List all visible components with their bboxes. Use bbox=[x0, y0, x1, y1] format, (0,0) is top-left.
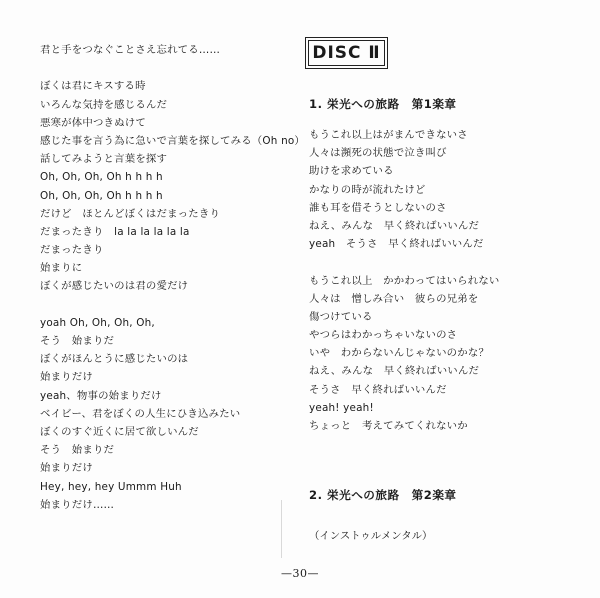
lyric-line: yoah Oh, Oh, Oh, Oh, bbox=[40, 316, 155, 329]
lyric-line: ねえ、みんな 早く終ればいいんだ bbox=[309, 219, 480, 232]
disc-label-box bbox=[305, 37, 388, 69]
lyric-line: ぼくは君にキスする時 bbox=[40, 80, 146, 93]
lyric-line: Oh, Oh, Oh, Oh h h h h bbox=[40, 171, 163, 184]
left-lyrics-column bbox=[40, 41, 306, 514]
lyric-line: 誰も耳を借そうとしないのさ bbox=[309, 201, 447, 214]
lyric-line: だまったきり bbox=[40, 244, 104, 257]
right-lyrics-column bbox=[309, 126, 559, 435]
lyric-line: ねえ、みんな 早く終ればいいんだ bbox=[309, 365, 480, 378]
lyric-line: yeah! yeah! bbox=[309, 401, 374, 414]
lyric-line: だまったきり la la la la la la bbox=[40, 225, 190, 238]
lyric-line: 話してみようと言葉を探す bbox=[40, 153, 168, 166]
lyric-line: Oh, Oh, Oh, Oh h h h h bbox=[40, 189, 163, 202]
lyric-line: yeah そうさ 早く終ればいいんだ bbox=[309, 238, 484, 251]
lyric-line: 始まりだけ bbox=[40, 371, 93, 384]
lyrics-block-track1-verse1 bbox=[309, 126, 559, 253]
lyric-line: 助けを求めている bbox=[309, 165, 394, 178]
lyric-line: 感じた事を言う為に急いで言葉を探してみる（Oh no） bbox=[40, 134, 306, 147]
lyrics-block-verse bbox=[40, 77, 306, 295]
lyric-line: 人々は 憎しみ合い 彼らの兄弟を bbox=[309, 292, 479, 305]
column-divider bbox=[281, 500, 282, 558]
lyric-line: 人々は瀕死の状態で泣き叫び bbox=[309, 147, 447, 160]
lyric-line: そうさ 早く終ればいいんだ bbox=[309, 383, 447, 396]
lyric-line: 始まりだけ bbox=[40, 462, 93, 475]
lyric-line: 始まりに bbox=[40, 262, 83, 275]
lyric-line: やつらはわかっちゃいないのさ bbox=[309, 329, 458, 342]
instrumental-note: （インストゥルメンタル） bbox=[309, 530, 433, 542]
lyric-line: ぼくのすぐ近くに居て欲しいんだ bbox=[40, 425, 199, 438]
lyric-line: 君と手をつなぐことさえ忘れてる…… bbox=[40, 44, 221, 56]
lyric-line: だけど ほとんどぼくはだまったきり bbox=[40, 207, 221, 220]
lyric-line: いや わからないんじゃないのかな？ bbox=[309, 347, 490, 360]
lyric-line: ぼくがほんとうに感じたいのは bbox=[40, 353, 189, 366]
stanza-gap bbox=[309, 253, 559, 271]
lyric-line: 悪寒が体中つきぬけて bbox=[40, 116, 146, 129]
lyric-line: かなりの時が流れたけど bbox=[309, 183, 426, 196]
lyric-line: そう 始まりだ bbox=[40, 444, 115, 457]
stanza-gap bbox=[40, 296, 280, 314]
lyric-line: 始まりだけ…… bbox=[40, 498, 115, 511]
lyric-line: もうこれ以上はがまんできないさ bbox=[309, 129, 468, 141]
lyrics-block-intro bbox=[40, 41, 280, 59]
lyrics-block-chorus bbox=[40, 314, 280, 514]
lyric-line: そう 始まりだ bbox=[40, 335, 115, 347]
lyric-line: いろんな気持を感じるんだ bbox=[40, 98, 168, 111]
lyric-line: Hey, hey, hey Ummm Huh bbox=[40, 480, 182, 493]
lyric-line: yeah、物事の始まりだけ bbox=[40, 389, 162, 402]
disc-label: DISC Ⅱ bbox=[308, 40, 385, 66]
page-number: —30— bbox=[281, 567, 319, 580]
lyric-line: もうこれ以上 かかわってはいられない bbox=[309, 274, 500, 287]
lyrics-block-track1-verse2 bbox=[309, 272, 559, 436]
lyric-line: ぼくが感じたいのは君の愛だけ bbox=[40, 280, 189, 293]
track-1-title: 1. 栄光への旅路 第1楽章 bbox=[309, 97, 457, 111]
lyric-line: ちょっと 考えてみてくれないか bbox=[309, 420, 468, 432]
track-2-title: 2. 栄光への旅路 第2楽章 bbox=[309, 488, 457, 502]
lyric-line: 傷つけている bbox=[309, 310, 373, 323]
stanza-gap bbox=[40, 59, 280, 77]
lyric-line: ベイビー、君をぼくの人生にひき込みたい bbox=[40, 407, 241, 420]
